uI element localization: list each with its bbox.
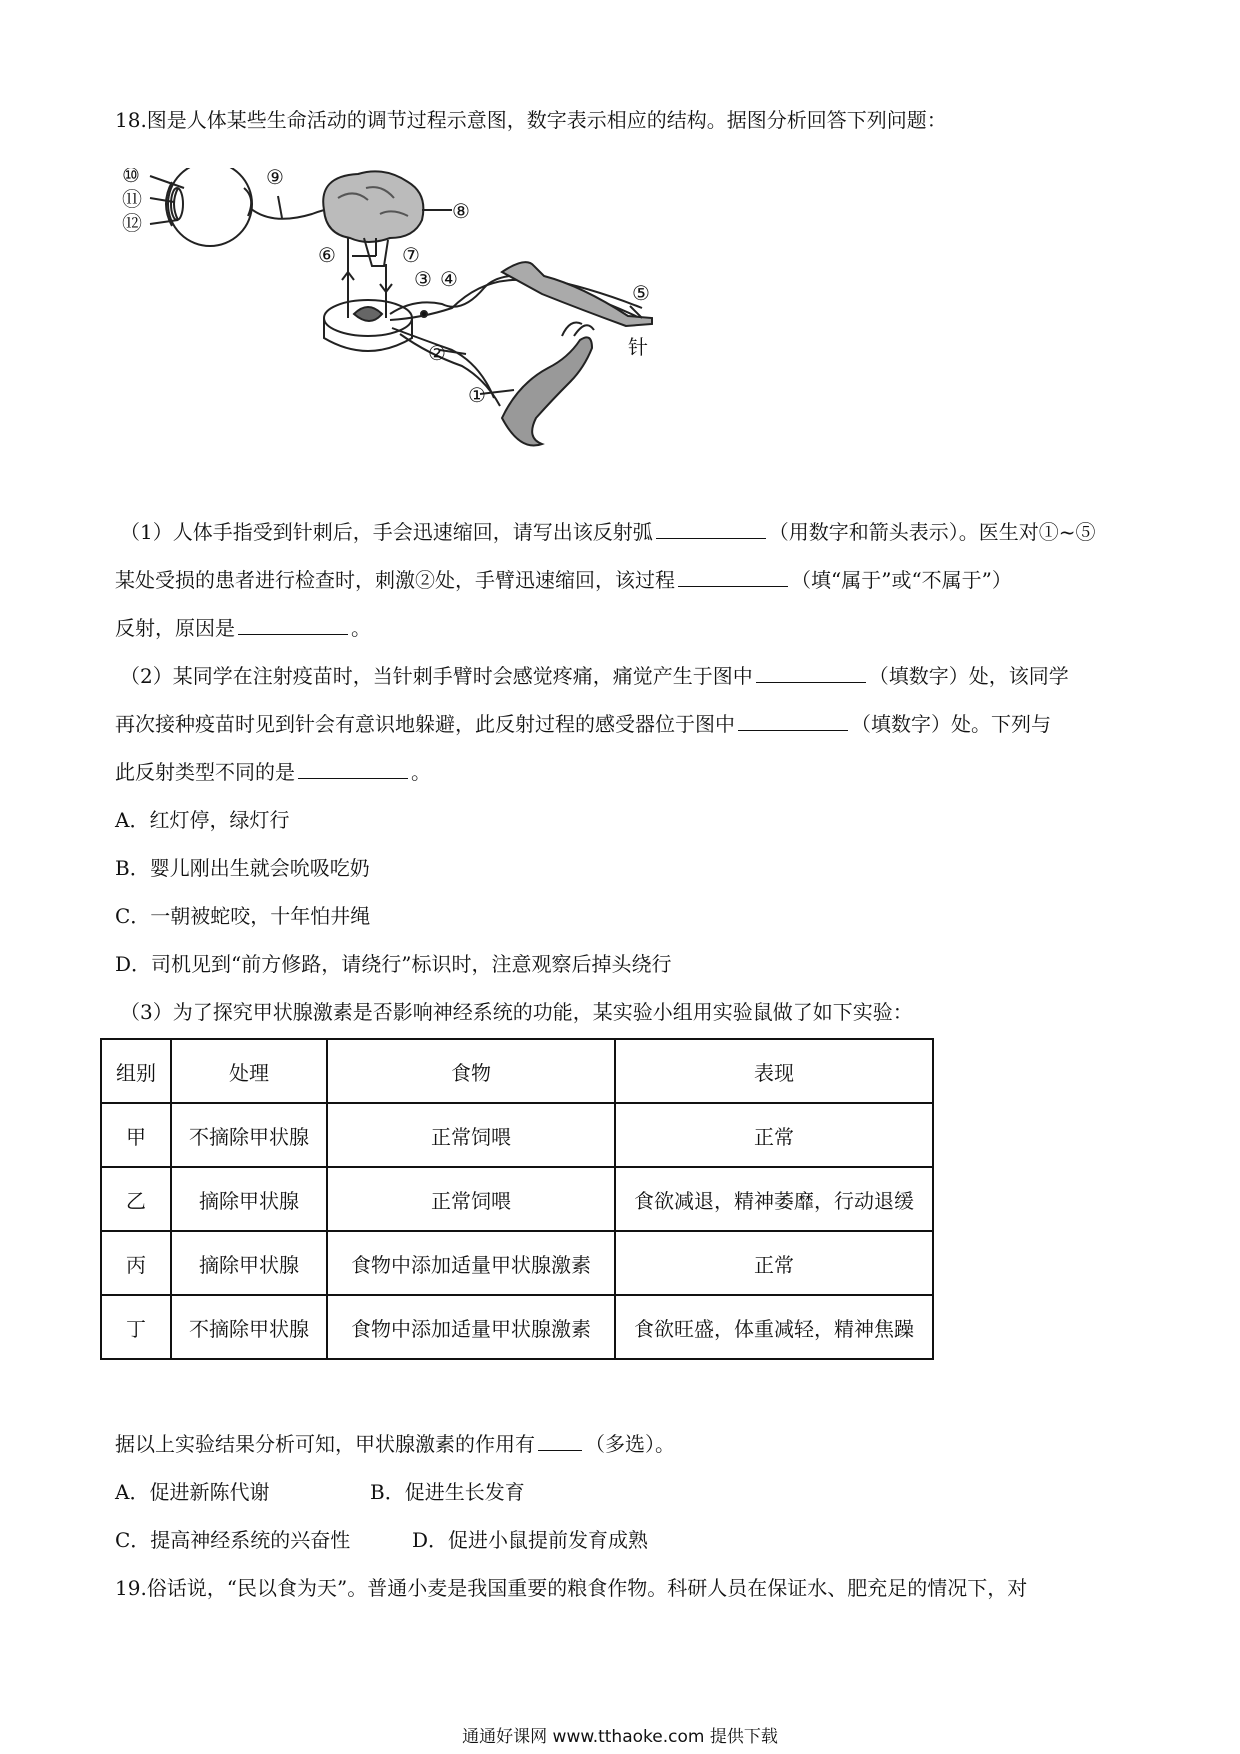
- label-needle: 针: [628, 335, 648, 359]
- question-18-stem: 18.图是人体某些生命活动的调节过程示意图，数字表示相应的结构。据图分析回答下列问题：: [115, 108, 947, 132]
- part-2-line-2: [115, 710, 1051, 738]
- table-cell: 不摘除甲状腺: [171, 1103, 327, 1167]
- option-b[interactable]: B．婴儿刚出生就会吮吸吃奶: [115, 856, 370, 880]
- answer-blank[interactable]: [656, 518, 766, 539]
- page-footer: 通通好课网 www.tthaoke.com 提供下载: [462, 1727, 778, 1747]
- answer-blank[interactable]: [298, 758, 408, 779]
- part-2-text-b: （填数字）处，该同学: [868, 664, 1069, 688]
- header-cell: 处理: [171, 1039, 327, 1103]
- part-1-text-a: （1）人体手指受到针刺后，手会迅速缩回，请写出该反射弧: [120, 520, 653, 544]
- part-1-line-3: [115, 614, 371, 642]
- table-cell: 正常: [615, 1231, 933, 1295]
- option-d-2[interactable]: D．促进小鼠提前发育成熟: [412, 1528, 649, 1552]
- part-2-line-1: [120, 662, 1069, 690]
- label-8: ⑧: [452, 199, 470, 223]
- table-cell: 丙: [101, 1231, 171, 1295]
- header-cell: 表现: [615, 1039, 933, 1103]
- table-cell: 食物中添加适量甲状腺激素: [327, 1231, 615, 1295]
- table-row: [101, 1231, 933, 1295]
- label-2: ②: [428, 341, 446, 365]
- label-7: ⑦: [402, 243, 420, 267]
- label-6: ⑥: [318, 243, 336, 267]
- table-cell: 食欲旺盛，体重减轻，精神焦躁: [615, 1295, 933, 1359]
- part-2-text-f: 。: [411, 760, 431, 784]
- part-1-text-e: 反射，原因是: [115, 616, 235, 640]
- header-cell: 食物: [327, 1039, 615, 1103]
- part-2-text-c: 再次接种疫苗时见到针会有意识地躲避，此反射过程的感受器位于图中: [115, 712, 735, 736]
- label-5: ⑤: [632, 281, 650, 305]
- part-3-intro: （3）为了探究甲状腺激素是否影响神经系统的功能，某实验小组用实验鼠做了如下实验：: [120, 1000, 913, 1024]
- part-1-text-c: 某处受损的患者进行检查时，刺激②处，手臂迅速缩回，该过程: [115, 568, 675, 592]
- part-2-text-a: （2）某同学在注射疫苗时，当针刺手臂时会感觉疼痛，痛觉产生于图中: [120, 664, 753, 688]
- label-4: ④: [440, 267, 458, 291]
- part-1-text-d: （填“属于”或“不属于”）: [791, 568, 1012, 592]
- label-10: ⑩: [122, 168, 140, 187]
- answer-blank[interactable]: [738, 710, 848, 731]
- reflex-arc-diagram: [122, 168, 762, 498]
- answer-blank[interactable]: [678, 566, 788, 587]
- eyeball-icon: [168, 168, 252, 246]
- option-a[interactable]: A．红灯停，绿灯行: [115, 808, 290, 832]
- table-cell: 正常饲喂: [327, 1103, 615, 1167]
- table-cell: 正常: [615, 1103, 933, 1167]
- table-cell: 正常饲喂: [327, 1167, 615, 1231]
- option-d[interactable]: D．司机见到“前方修路，请绕行”标识时，注意观察后掉头绕行: [115, 952, 672, 976]
- option-c-2[interactable]: C．提高神经系统的兴奋性: [115, 1528, 351, 1552]
- header-cell: 组别: [101, 1039, 171, 1103]
- table-row: [101, 1103, 933, 1167]
- table-cell: 不摘除甲状腺: [171, 1295, 327, 1359]
- label-11: ⑪: [122, 187, 142, 211]
- part-1-line-2: [115, 566, 1012, 594]
- experiment-table: [100, 1038, 934, 1360]
- label-3: ③: [414, 267, 432, 291]
- part-3-question: [115, 1430, 675, 1458]
- table-row: [101, 1167, 933, 1231]
- label-12: ⑫: [122, 211, 142, 235]
- answer-blank[interactable]: [538, 1430, 582, 1451]
- option-b-2[interactable]: B．促进生长发育: [370, 1480, 525, 1504]
- table-cell: 食欲减退，精神萎靡，行动退缓: [615, 1167, 933, 1231]
- part-3-text-a: 据以上实验结果分析可知，甲状腺激素的作用有: [115, 1432, 535, 1456]
- part-2-line-3: [115, 758, 431, 786]
- answer-blank[interactable]: [238, 614, 348, 635]
- table-cell: 摘除甲状腺: [171, 1231, 327, 1295]
- arm-icon: [502, 337, 592, 445]
- table-row: [101, 1295, 933, 1359]
- answer-blank[interactable]: [756, 662, 866, 683]
- label-9: ⑨: [266, 168, 284, 189]
- table-cell: 甲: [101, 1103, 171, 1167]
- table-cell: 丁: [101, 1295, 171, 1359]
- part-1-text-b: （用数字和箭头表示）。医生对①~⑤: [768, 520, 1096, 544]
- part-3-text-b: （多选）。: [585, 1432, 675, 1456]
- option-a-2[interactable]: A．促进新陈代谢: [115, 1480, 270, 1504]
- part-1-text-f: 。: [351, 616, 371, 640]
- table-cell: 乙: [101, 1167, 171, 1231]
- brain-icon: [323, 171, 423, 242]
- question-19-stem: 19.俗话说，“民以食为天”。普通小麦是我国重要的粮食作物。科研人员在保证水、肥充足的情况下，对: [115, 1576, 1028, 1600]
- part-2-text-e: 此反射类型不同的是: [115, 760, 295, 784]
- table-cell: 食物中添加适量甲状腺激素: [327, 1295, 615, 1359]
- label-1: ①: [468, 383, 486, 407]
- part-2-text-d: （填数字）处。下列与: [851, 712, 1051, 736]
- table-header-row: [101, 1039, 933, 1103]
- part-1-line-1: [120, 518, 1096, 546]
- hand-icon: [502, 262, 652, 326]
- option-c[interactable]: C．一朝被蛇咬，十年怕井绳: [115, 904, 371, 928]
- table-cell: 摘除甲状腺: [171, 1167, 327, 1231]
